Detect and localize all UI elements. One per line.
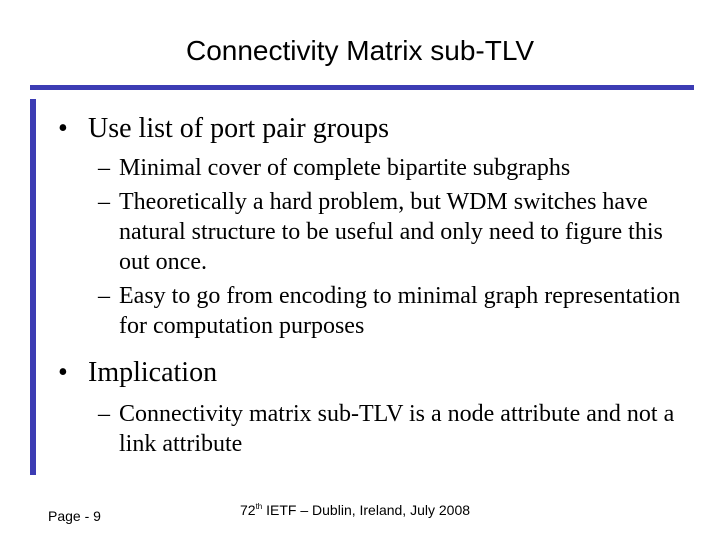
bullet-item: [58, 113, 698, 145]
left-accent-bar: [30, 99, 36, 475]
sub-bullet-text: Theoretically a hard problem, but WDM switches have natural structure to be useful and only need to figure this out once.: [119, 189, 663, 275]
dash-icon: –: [98, 189, 110, 215]
sub-bullet-item: [58, 153, 698, 183]
conference-number: 72: [240, 502, 256, 518]
sub-bullet-item: [58, 399, 698, 459]
sub-bullet-item: [58, 187, 698, 277]
bullet-dot-icon: •: [58, 357, 68, 388]
dash-icon: –: [98, 155, 110, 181]
sub-bullet-text: Easy to go from encoding to minimal graph representation for computation purposes: [119, 283, 681, 339]
bullet-text: Use list of port pair groups: [88, 113, 389, 144]
bullet-dot-icon: •: [58, 113, 68, 144]
slide-body: [58, 113, 698, 459]
dash-icon: –: [98, 283, 110, 309]
title-underline: [30, 85, 694, 90]
dash-icon: –: [98, 401, 110, 427]
sub-bullet-text: Minimal cover of complete bipartite subgraphs: [119, 155, 571, 181]
page-number: Page - 9: [48, 508, 101, 524]
ordinal-suffix: th: [255, 502, 263, 511]
sub-bullet-item: [58, 281, 698, 341]
sub-bullet-text: Connectivity matrix sub-TLV is a node attribute and not a link attribute: [119, 401, 675, 457]
bullet-item: [58, 357, 698, 389]
slide-title: Connectivity Matrix sub-TLV: [185, 35, 535, 66]
conference-footer: [240, 502, 470, 518]
conference-name: IETF – Dublin, Ireland, July 2008: [262, 502, 471, 518]
bullet-text: Implication: [88, 357, 218, 388]
